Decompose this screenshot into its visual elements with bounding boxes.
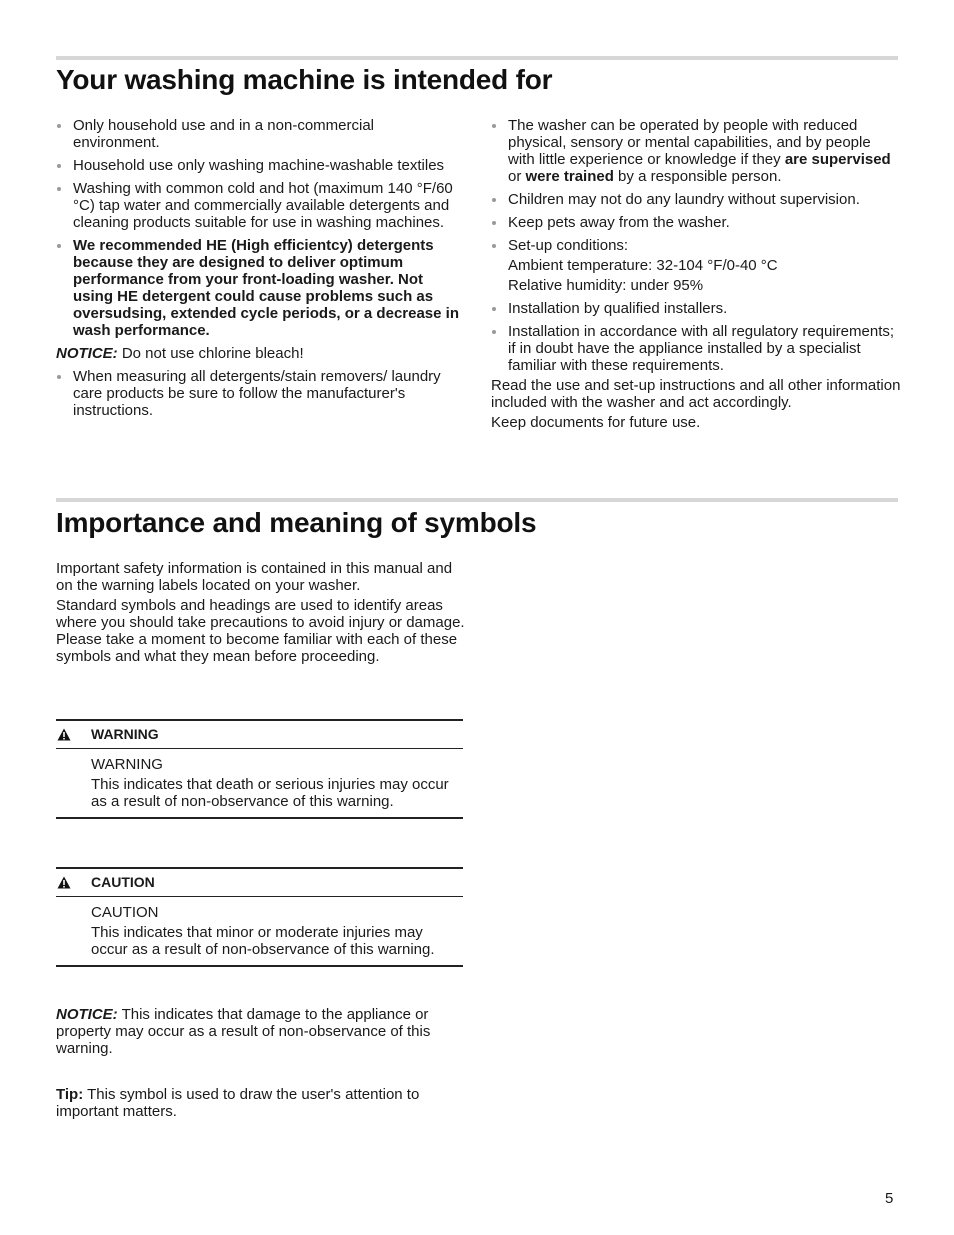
notice-paragraph — [56, 1006, 466, 1060]
intro-paragraph: Standard symbols and headings are used to identify areas where you should take precautions to avoid injury or damage. Please take a moment to become familiar with each of these symbols and what they mean before proceeding. — [56, 597, 465, 665]
warning-title: WARNING — [91, 726, 159, 742]
caution-text: This indicates that minor or moderate injuries may occur as a result of non-observance of this warning. — [91, 924, 435, 958]
warning-triangle-icon — [57, 728, 71, 741]
text: The washer can be operated by people with reduced physical, sensory or mental capabilities, and by people with little experience or knowledge if they — [508, 117, 871, 168]
notice-damage — [56, 1006, 466, 1057]
list-item: Only household use and in a non-commercial environment. — [56, 117, 461, 151]
notice-bleach — [56, 345, 461, 362]
caution-box — [56, 867, 463, 967]
warning-box-header — [56, 721, 463, 749]
text-bold: are supervised — [784, 151, 891, 168]
text: by a responsible person. — [613, 168, 782, 185]
caution-box-header — [56, 869, 463, 897]
list-item: Installation by qualified installers. — [491, 300, 901, 317]
warning-text: This indicates that death or serious injuries may occur as a result of non-observance of this warning. — [91, 776, 449, 810]
setup-humidity: Relative humidity: under 95% — [508, 277, 704, 294]
notice-text: Do not use chlorine bleach! — [117, 345, 304, 362]
caution-body — [56, 897, 463, 965]
tip — [56, 1086, 466, 1120]
symbols-intro — [56, 560, 466, 668]
caution-title: CAUTION — [91, 874, 155, 890]
list-item-he-detergent: We recommended HE (High efficientcy) detergents because they are designed to deliver optimum performance from your front-loading washer. Not using HE detergent could cause problems such as oversudsing, extended cycle periods, or a decrease in wash performance. — [56, 237, 461, 339]
list-item: Children may not do any laundry without supervision. — [491, 191, 901, 208]
left-column — [56, 117, 461, 425]
setup-temperature: Ambient temperature: 32-104 °F/0-40 °C — [508, 257, 778, 274]
setup-label: Set-up conditions: — [508, 237, 629, 254]
section-title-symbols: Importance and meaning of symbols — [56, 507, 537, 538]
notice-label: NOTICE: — [56, 345, 118, 362]
list-item-supervision — [491, 117, 901, 185]
list-item: Installation in accordance with all regulatory requirements; if in doubt have the appliance installed by a specialist familiar with these requirements. — [491, 323, 901, 374]
notice-text: This indicates that damage to the appliance or property may occur as a result of non-observance of this warning. — [56, 1006, 431, 1057]
right-column — [491, 117, 901, 434]
conditions-list — [491, 117, 901, 374]
list-item: Keep pets away from the washer. — [491, 214, 901, 231]
section-rule-symbols — [56, 498, 898, 502]
warning-triangle-icon — [57, 876, 71, 889]
list-item: Washing with common cold and hot (maximum 140 °F/60 °C) tap water and commercially available detergents and cleaning products suitable for use in washing machines. — [56, 180, 461, 231]
text-bold: were trained — [525, 168, 614, 185]
measuring-list — [56, 368, 461, 419]
text: or — [508, 168, 526, 185]
section-title-intended-use: Your washing machine is intended for — [56, 64, 553, 95]
list-item-setup — [491, 237, 901, 294]
section-rule-top — [56, 56, 898, 60]
read-instructions-text: Read the use and set-up instructions and all other information included with the washer and act accordingly. — [491, 377, 901, 411]
warning-box — [56, 719, 463, 819]
warning-body — [56, 749, 463, 817]
notice-label: NOTICE: — [56, 1006, 118, 1023]
intro-paragraph: Important safety information is contained in this manual and on the warning labels located on your washer. — [56, 560, 453, 594]
keep-documents-text: Keep documents for future use. — [491, 414, 701, 431]
warning-label: WARNING — [91, 756, 163, 773]
list-item: Household use only washing machine-washable textiles — [56, 157, 461, 174]
list-item: When measuring all detergents/stain removers/ laundry care products be sure to follow the manufacturer's instructions. — [56, 368, 461, 419]
tip-paragraph — [56, 1086, 466, 1123]
caution-label: CAUTION — [91, 904, 159, 921]
tip-text: This symbol is used to draw the user's attention to important matters. — [56, 1086, 420, 1120]
intended-use-list — [56, 117, 461, 339]
tip-label: Tip: — [56, 1086, 84, 1103]
page-number: 5 — [885, 1190, 894, 1207]
